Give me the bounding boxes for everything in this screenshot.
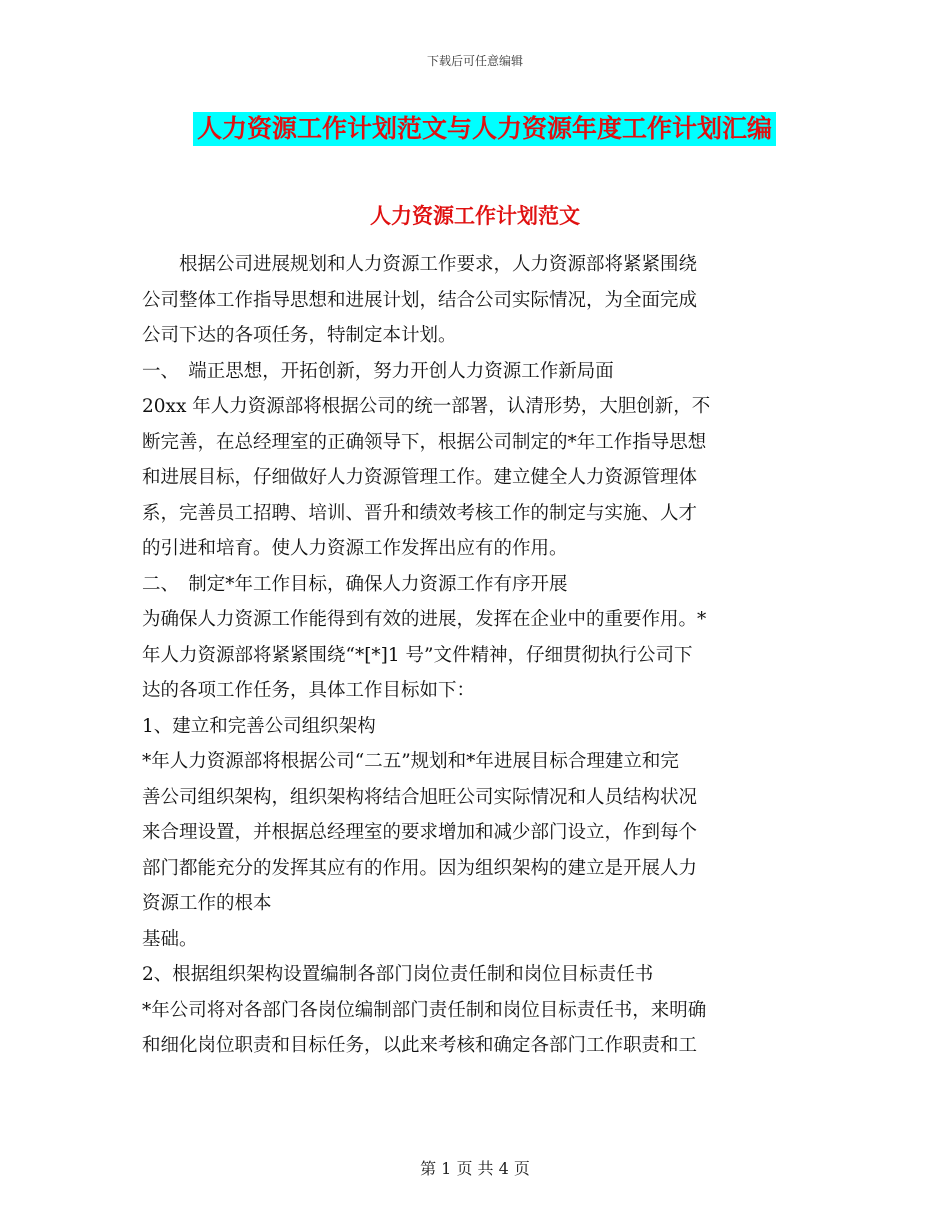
document-title: 人力资源工作计划范文与人力资源年度工作计划汇编 [193, 112, 776, 146]
body-line: 达的各项工作任务，具体工作目标如下： [142, 680, 476, 701]
body-line: 为确保人力资源工作能得到有效的进展，发挥在企业中的重要作用。* [142, 609, 707, 630]
body-line: 20xx 年人力资源部将根据公司的统一部署，认清形势，大胆创新，不 [142, 396, 711, 417]
body-line: 公司下达的各项任务，特制定本计划。 [142, 325, 457, 346]
section-title: 人力资源工作计划范文 [370, 204, 580, 228]
document-body [142, 247, 807, 1064]
header-note: 下载后可任意编辑 [426, 54, 523, 68]
body-line: 和细化岗位职责和目标任务，以此来考核和确定各部门工作职责和工 [142, 1035, 698, 1056]
body-line: *年人力资源部将根据公司“二五”规划和*年进展目标合理建立和完 [142, 751, 679, 772]
section-heading-2: 二、 制定*年工作目标，确保人力资源工作有序开展 [142, 573, 568, 595]
body-line: 断完善，在总经理室的正确领导下，根据公司制定的*年工作指导思想 [142, 431, 707, 453]
body-line: 和进展目标，仔细做好人力资源管理工作。建立健全人力资源管理体 [142, 467, 698, 488]
body-line: 部门都能充分的发挥其应有的作用。因为组织架构的建立是开展人力 [142, 857, 698, 879]
body-line: 系，完善员工招聘、培训、晋升和绩效考核工作的制定与实施、人才 [142, 502, 698, 524]
body-line: 善公司组织架构，组织架构将结合旭旺公司实际情况和人员结构状况 [142, 786, 698, 808]
body-line: *年公司将对各部门各岗位编制部门责任制和岗位目标责任书，来明确 [142, 999, 707, 1021]
body-line: 公司整体工作指导思想和进展计划，结合公司实际情况，为全面完成 [142, 289, 698, 311]
body-line: 资源工作的根本 [142, 893, 272, 914]
body-line: 来合理设置，并根据总经理室的要求增加和减少部门设立，作到每个 [142, 822, 698, 843]
section-heading-1: 一、 端正思想，开拓创新，努力开创人力资源工作新局面 [142, 360, 614, 382]
list-heading-1: 1、建立和完善公司组织架构 [142, 715, 376, 737]
body-line: 的引进和培育。使人力资源工作发挥出应有的作用。 [142, 538, 568, 559]
page-footer: 第 1 页 共 4 页 [420, 1159, 530, 1178]
list-heading-2: 2、根据组织架构设置编制各部门岗位责任制和岗位目标责任书 [142, 964, 654, 985]
body-line: 年人力资源部将紧紧围绕“*[*]1 号”文件精神，仔细贯彻执行公司下 [142, 644, 693, 666]
body-line: 基础。 [142, 928, 198, 950]
body-line: 根据公司进展规划和人力资源工作要求，人力资源部将紧紧围绕 [142, 254, 698, 275]
